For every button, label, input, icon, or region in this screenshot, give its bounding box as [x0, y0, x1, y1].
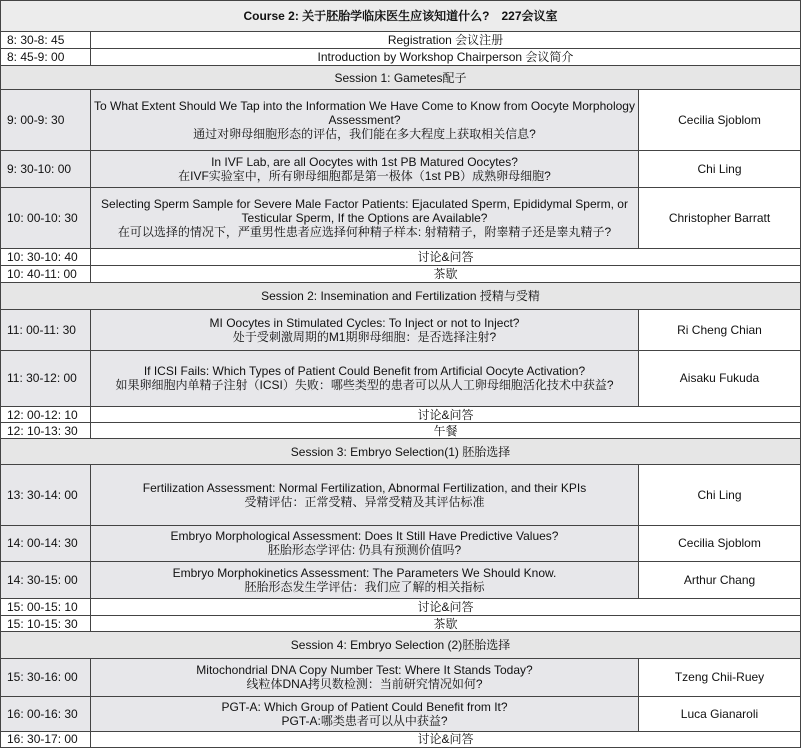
- topic-cell: [91, 90, 639, 151]
- event-label: 讨论&问答: [91, 731, 801, 747]
- event-label: 茶歇: [91, 615, 801, 631]
- talk-row: [1, 464, 801, 525]
- talk-row: [1, 151, 801, 188]
- time-cell: 14: 30-15: 00: [1, 562, 91, 599]
- topic-cell: [91, 464, 639, 525]
- course-title: Course 2: 关于胚胎学临床医生应该知道什么? 227会议室: [1, 1, 801, 32]
- time-cell: 10: 40-11: 00: [1, 265, 91, 282]
- time-cell: 11: 30-12: 00: [1, 351, 91, 407]
- topic-zh: 在IVF实验室中，所有卵母细胞都是第一极体（1st PB）成熟卵母细胞?: [178, 168, 551, 183]
- talk-row: [1, 351, 801, 407]
- topic-zh: 在可以选择的情况下，严重男性患者应选择何种精子样本: 射精精子，附睾精子还是睾丸精子?: [117, 224, 612, 239]
- speaker-cell: Chi Ling: [639, 151, 801, 188]
- talk-row: [1, 310, 801, 351]
- topic-cell: [91, 658, 639, 697]
- topic-cell: [91, 187, 639, 248]
- time-cell: 9: 00-9: 30: [1, 90, 91, 151]
- time-cell: 8: 45-9: 00: [1, 48, 91, 65]
- time-cell: 15: 30-16: 00: [1, 658, 91, 697]
- time-cell: 16: 30-17: 00: [1, 731, 91, 747]
- session-row: [1, 65, 801, 89]
- time-cell: 11: 00-11: 30: [1, 310, 91, 351]
- speaker-cell: Cecilia Sjoblom: [639, 525, 801, 562]
- topic-en: Embryo Morphokinetics Assessment: The Parameters We Should Know.: [172, 565, 557, 580]
- simple-row: [1, 423, 801, 439]
- speaker-cell: Cecilia Sjoblom: [639, 90, 801, 151]
- event-label: Introduction by Workshop Chairperson 会议简介: [91, 48, 801, 65]
- topic-cell: [91, 562, 639, 599]
- speaker-cell: Aisaku Fukuda: [639, 351, 801, 407]
- speaker-cell: Luca Gianaroli: [639, 697, 801, 732]
- event-label: Registration 会议注册: [91, 32, 801, 48]
- simple-row: [1, 248, 801, 265]
- event-label: 讨论&问答: [91, 248, 801, 265]
- time-cell: 15: 00-15: 10: [1, 598, 91, 615]
- topic-en: To What Extent Should We Tap into the Information We Have Come to Know from Oocyte Morphology Assessment?: [94, 99, 635, 128]
- time-cell: 10: 00-10: 30: [1, 187, 91, 248]
- time-cell: 12: 10-13: 30: [1, 423, 91, 439]
- talk-row: [1, 562, 801, 599]
- topic-en: If ICSI Fails: Which Types of Patient Could Benefit from Artificial Oocyte Activation?: [143, 364, 586, 379]
- topic-zh: 通过对卵母细胞形态的评估，我们能在多大程度上获取相关信息?: [193, 127, 536, 142]
- event-label: 讨论&问答: [91, 406, 801, 422]
- topic-en: Fertilization Assessment: Normal Fertilization, Abnormal Fertilization, and their KPIs: [142, 480, 587, 495]
- session-row: [1, 283, 801, 310]
- time-cell: 14: 00-14: 30: [1, 525, 91, 562]
- talk-row: [1, 525, 801, 562]
- topic-zh: PGT-A:哪类患者可以从中获益?: [281, 713, 448, 728]
- talk-row: [1, 187, 801, 248]
- speaker-cell: Christopher Barratt: [639, 187, 801, 248]
- time-cell: 8: 30-8: 45: [1, 32, 91, 48]
- session-row: [1, 632, 801, 658]
- time-cell: 12: 00-12: 10: [1, 406, 91, 422]
- simple-row: [1, 615, 801, 631]
- simple-row: [1, 32, 801, 48]
- speaker-cell: Arthur Chang: [639, 562, 801, 599]
- event-label: 讨论&问答: [91, 598, 801, 615]
- session-row: [1, 439, 801, 464]
- speaker-cell: Tzeng Chii-Ruey: [639, 658, 801, 697]
- event-label: 午餐: [91, 423, 801, 439]
- topic-en: Mitochondrial DNA Copy Number Test: Where It Stands Today?: [196, 663, 533, 678]
- topic-cell: [91, 525, 639, 562]
- session-title: Session 2: Insemination and Fertilization 授精与受精: [1, 283, 801, 310]
- session-title: Session 4: Embryo Selection (2)胚胎选择: [1, 632, 801, 658]
- topic-zh: 胚胎形态发生学评估：我们应了解的相关指标: [244, 579, 485, 594]
- topic-en: In IVF Lab, are all Oocytes with 1st PB Matured Oocytes?: [211, 154, 518, 169]
- topic-en: Selecting Sperm Sample for Severe Male Factor Patients: Ejaculated Sperm, Epididymal Sperm, or Testicular Sperm, If the Options are Available?: [101, 196, 628, 225]
- topic-cell: [91, 351, 639, 407]
- simple-row: [1, 48, 801, 65]
- talk-row: [1, 697, 801, 732]
- title-row: [1, 1, 801, 32]
- topic-zh: 处于受刺激周期的M1期卵母细胞：是否选择注射?: [232, 330, 497, 345]
- event-label: 茶歇: [91, 265, 801, 282]
- topic-zh: 线粒体DNA拷贝数检测：当前研究情况如何?: [246, 677, 483, 692]
- topic-cell: [91, 697, 639, 732]
- topic-zh: 受精评估：正常受精、异常受精及其评估标准: [244, 494, 485, 509]
- speaker-cell: Chi Ling: [639, 464, 801, 525]
- session-title: Session 1: Gametes配子: [1, 65, 801, 89]
- time-cell: 10: 30-10: 40: [1, 248, 91, 265]
- simple-row: [1, 406, 801, 422]
- session-title: Session 3: Embryo Selection(1) 胚胎选择: [1, 439, 801, 464]
- topic-en: Embryo Morphological Assessment: Does It Still Have Predictive Values?: [170, 529, 559, 544]
- talk-row: [1, 658, 801, 697]
- topic-zh: 胚胎形态学评估: 仍具有预测价值吗?: [267, 543, 462, 558]
- time-cell: 16: 00-16: 30: [1, 697, 91, 732]
- topic-en: MI Oocytes in Stimulated Cycles: To Inject or not to Inject?: [209, 316, 520, 331]
- simple-row: [1, 731, 801, 747]
- topic-zh: 如果卵细胞内单精子注射（ICSI）失败：哪些类型的患者可以从人工卵母细胞活化技术中获益?: [115, 378, 614, 393]
- topic-en: PGT-A: Which Group of Patient Could Benefit from It?: [221, 699, 508, 714]
- time-cell: 15: 10-15: 30: [1, 615, 91, 631]
- topic-cell: [91, 310, 639, 351]
- simple-row: [1, 598, 801, 615]
- time-cell: 13: 30-14: 00: [1, 464, 91, 525]
- talk-row: [1, 90, 801, 151]
- speaker-cell: Ri Cheng Chian: [639, 310, 801, 351]
- topic-cell: [91, 151, 639, 188]
- time-cell: 9: 30-10: 00: [1, 151, 91, 188]
- simple-row: [1, 265, 801, 282]
